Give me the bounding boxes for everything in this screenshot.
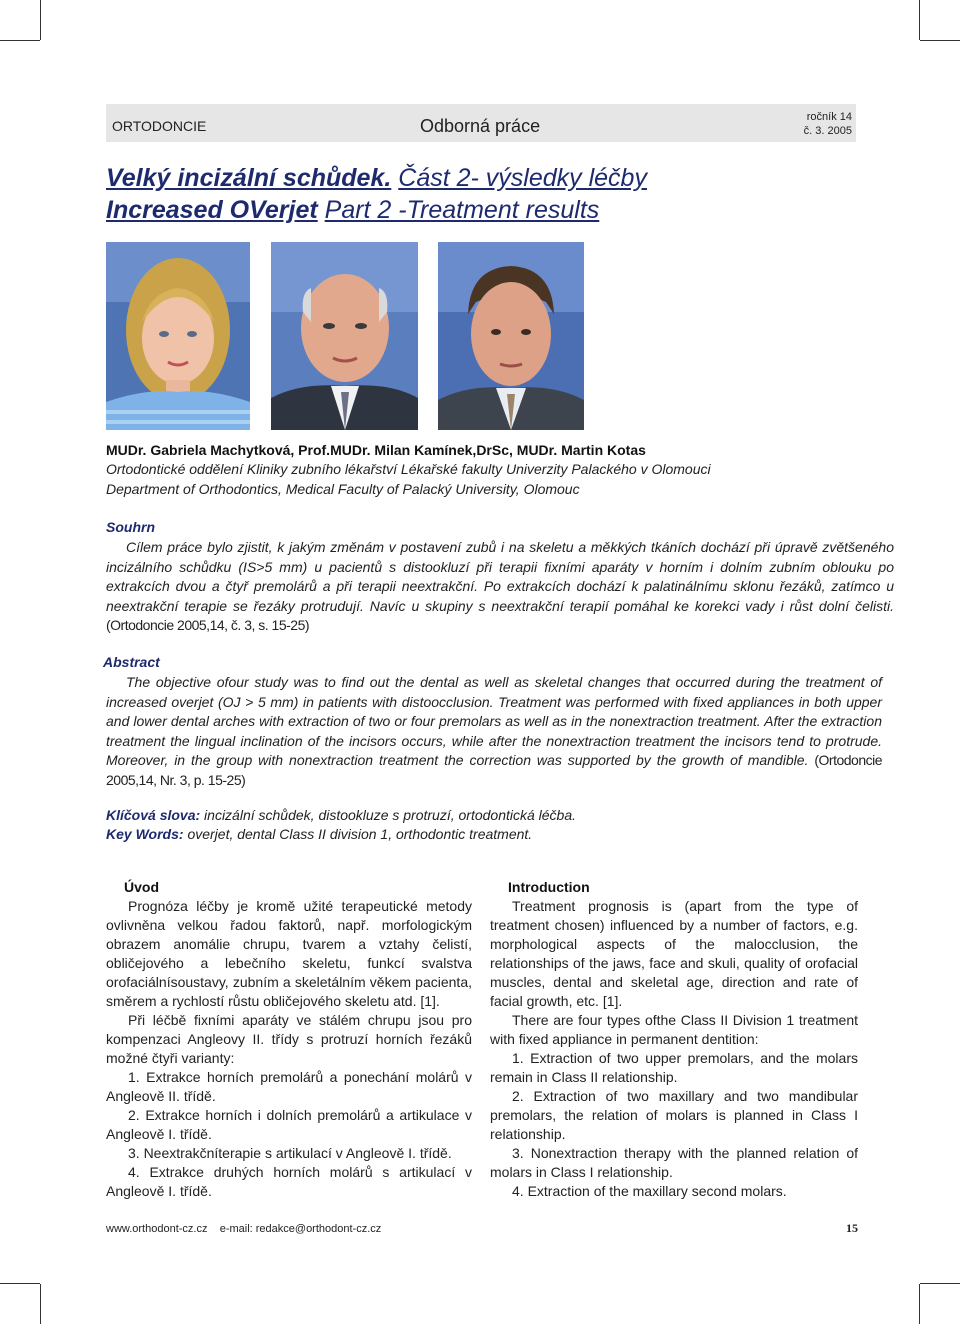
- introduction-heading: Introduction: [508, 879, 590, 895]
- intro-item-1: 1. Extraction of two upper premolars, and the molars remain in Class II relationship.: [490, 1050, 858, 1085]
- abstract-text: [106, 673, 882, 790]
- keywords-english-label: Key Words:: [106, 826, 184, 842]
- abstract-heading: Abstract: [103, 654, 160, 670]
- abstract-citation: (Ortodoncie 2005,14, Nr. 3, p. 15-25): [106, 752, 883, 788]
- crop-mark: [919, 1284, 920, 1324]
- affiliation-english: Department of Orthodontics, Medical Faculty of Palacký University, Olomouc: [106, 481, 580, 497]
- volume-label: ročník 14: [806, 111, 852, 123]
- journal-section: ORTODONCIE: [112, 118, 207, 134]
- souhrn-text: [106, 538, 894, 636]
- crop-mark: [919, 0, 920, 40]
- intro-item-2: 2. Extraction of two maxillary and two mandibular premolars, the relation of molars is planned in Class I relationship.: [490, 1088, 858, 1142]
- intro-paragraph-2: There are four types ofthe Class II Division 1 treatment with fixed appliance in permanent dentition:: [490, 1012, 858, 1047]
- crop-mark: [920, 40, 960, 41]
- crop-mark: [40, 1284, 41, 1324]
- author-list: MUDr. Gabriela Machytková, Prof.MUDr. Milan Kamínek,DrSc, MUDr. Martin Kotas: [106, 442, 646, 458]
- issue-info: [790, 110, 852, 138]
- souhrn-body: Cílem práce bylo zjistit, k jakým změnám v postavení zubů i na skeletu a měkkých tkáních dochází při úpravě zvětšeného incizálního schůdku (IS>5 mm) u pacientů s distookluzí při terapii fixními aparáty v horním i dolním zubním oblouku po extrakcích dvou a čtyř premolárů a při terapii neextrakční. Po extrakcích dochází k palatinálnímu sklonu řezáků, zatímco u neextrakční terapie se řezáky protrudují. Navíc u skupiny s neextrakční terapií pomáhal ke korekci vady i růst dolní čelisti.: [106, 539, 894, 614]
- keywords-czech-label: Klíčová slova:: [106, 807, 201, 823]
- keywords-czech-value: incizální schůdek, distookluze s protruzí, ortodontická léčba.: [204, 807, 577, 823]
- uvod-paragraph-1: Prognóza léčby je kromě užité terapeutické metody ovlivněna velkou řadou faktorů, např. morfologickým obrazem anomálie chrupu, tvarem a vztahy čelistí, obličejového a lebečního skeletu, funkcí svalstva orofaciálnísoustavy, zubním a skeletálním věkem pacienta, směrem a rychlostí růstu obličejového skeletu atd. [1].: [106, 898, 472, 1009]
- title-czech-sub: Část 2- výsledky léčby: [398, 164, 647, 192]
- keywords-czech: [106, 807, 576, 823]
- crop-mark: [40, 0, 41, 40]
- uvod-heading: Úvod: [124, 879, 159, 895]
- issue-label: č. 3. 2005: [803, 125, 852, 137]
- title-english-sub: Part 2 -Treatment results: [324, 196, 600, 224]
- abstract-body: The objective ofour study was to find out the dental as well as skeletal changes that occurred during the treatment of increased overjet (OJ > 5 mm) in patients with distoocclusion. Treatment was performed with fixed appliances in both upper and lower dental arches with extraction of two or four premolars as well as in the nonextraction treatment. After the extraction treatment the lingual inclination of the incisors occurs, while after the nonextraction treatment the incisors tend to protrude. Moreover, in the group with nonextraction treatment the correction was supported by the growth of mandible.: [106, 674, 882, 768]
- page-number: 15: [846, 1221, 858, 1235]
- keywords-english: [106, 826, 532, 842]
- title-czech: [106, 164, 647, 193]
- title-czech-main: Velký incizální schůdek.: [106, 164, 392, 192]
- crop-mark: [920, 1283, 960, 1284]
- intro-item-3: 3. Nonextraction therapy with the planned relation of molars in Class I relationship.: [490, 1145, 858, 1180]
- crop-mark: [0, 1283, 40, 1284]
- author-photo-3: [438, 242, 584, 430]
- author-photo-1: [106, 242, 250, 430]
- intro-item-4: 4. Extraction of the maxillary second molars.: [512, 1183, 787, 1199]
- title-english-main: Increased OVerjet: [106, 196, 318, 224]
- affiliation-czech: Ortodontické oddělení Kliniky zubního lékařství Lékařské fakulty Univerzity Palackého v Olomouci: [106, 461, 711, 477]
- crop-mark: [0, 40, 40, 41]
- uvod-item-2: 2. Extrakce horních i dolních premolárů a artikulace v Angleově I. třídě.: [106, 1107, 472, 1142]
- uvod-item-4: 4. Extrakce druhých horních molárů s artikulací v Angleově I. třídě.: [106, 1164, 472, 1199]
- uvod-item-3: 3. Neextrakčníterapie s artikulací v Angleově I. třídě.: [128, 1145, 452, 1161]
- title-english: [106, 196, 599, 225]
- uvod-paragraph-2: Při léčbě fixními aparáty ve stálém chrupu jsou pro kompenzaci Angleovy II. třídy s protruzí horních řezáků možné čtyři varianty:: [106, 1012, 472, 1066]
- footer-links: www.orthodont-cz.cz e-mail: redakce@orthodont-cz.cz: [106, 1223, 382, 1235]
- intro-paragraph-1: Treatment prognosis is (apart from the type of treatment chosen) influenced by a number of factors, e.g. morphological aspects of the malocclusion, the relationships of the jaws, face and skuli, quality of orofacial muscles, dental and skeletal age, direction and rate of facial growth, etc. [1].: [490, 898, 858, 1009]
- uvod-item-1: 1. Extrakce horních premolárů a ponechání molárů v Angleově II. třídě.: [106, 1069, 472, 1104]
- souhrn-heading: Souhrn: [106, 519, 155, 535]
- souhrn-citation: (Ortodoncie 2005,14, č. 3, s. 15-25): [106, 617, 310, 633]
- article-category: Odborná práce: [420, 116, 541, 136]
- keywords-english-value: overjet, dental Class II division 1, orthodontic treatment.: [187, 826, 533, 842]
- left-column: [106, 878, 472, 1201]
- right-column: [490, 878, 858, 1201]
- author-photo-2: [271, 242, 418, 430]
